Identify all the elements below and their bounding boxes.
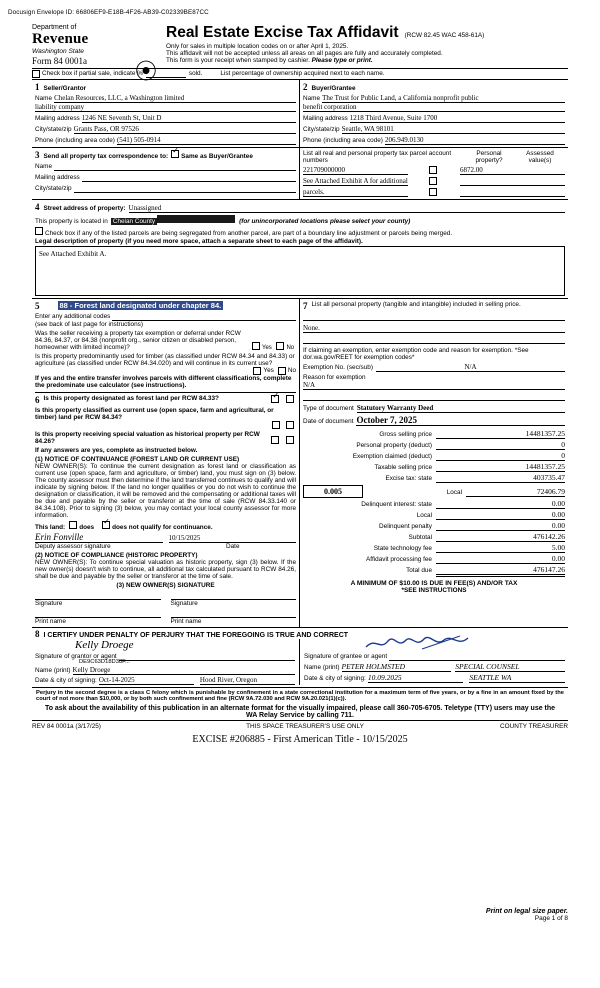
- land-does-qualify-checkbox[interactable]: [69, 521, 77, 529]
- grantor-date-label: Date & city of signing:: [35, 677, 97, 684]
- legal-description-box[interactable]: [35, 246, 565, 296]
- table-row: [303, 188, 565, 197]
- department-block: [32, 24, 152, 66]
- delinquent-interest-state-label: Delinquent interest: state: [361, 501, 432, 508]
- alternate-format-notice: To ask about the availability of this publication in an alternate format for the visually impaired, please call 360-705-6705. Teletype (TTY) users may use the WA Relay Service by calling 711.: [44, 705, 556, 719]
- header-note-1: Only for sales in multiple location codes on or after April 1, 2025.: [166, 43, 349, 50]
- sec6-q1-yes-checkbox[interactable]: [271, 395, 279, 403]
- buyer-phone-label: Phone (including area code): [303, 137, 383, 144]
- new-owner-printname-1[interactable]: [35, 610, 161, 618]
- new-owner-sig-label-1: Signature: [35, 600, 63, 607]
- sec6-heading-3: (3) NEW OWNER(S) SIGNATURE: [116, 582, 215, 589]
- dept-line2: Revenue: [32, 31, 89, 47]
- excise-tax-local-value[interactable]: 72406.79: [466, 487, 565, 497]
- additional-codes-label: Enter any additional codes: [35, 313, 111, 320]
- personal-property-checkbox-2[interactable]: [429, 188, 437, 196]
- personal-property-checkbox-1[interactable]: [429, 177, 437, 185]
- personal-property-line-1[interactable]: [303, 313, 565, 321]
- new-owner-print-label-1: Print name: [35, 618, 66, 625]
- personal-property-deduct-label: Personal property (deduct): [356, 442, 432, 449]
- title-rcw-ref: (RCW 82.45 WAC 458-61A): [404, 32, 485, 39]
- dept-line1: Department of: [32, 24, 77, 31]
- sec5-q2-yes-checkbox[interactable]: [253, 367, 261, 375]
- exemption-code-label: Exemption No. (sec/sub): [303, 364, 373, 371]
- correspondence-section-number: 3: [35, 150, 40, 160]
- sec5-6-column: [32, 299, 300, 627]
- segregation-label: Check box if any of the listed parcels are being segregated from another parcel, are part of a boundary line adjustment or parcels being merged.: [45, 230, 453, 237]
- buyer-mailing-label: Mailing address: [303, 115, 348, 122]
- seller-section: [32, 80, 300, 147]
- grantor-date-value[interactable]: Oct-14-2025: [99, 676, 194, 685]
- document-type-label: Type of document: [303, 405, 354, 412]
- grantee-name-value[interactable]: PETER HOLMSTED: [342, 662, 452, 672]
- grantee-date-value[interactable]: 10.09.2025: [368, 673, 464, 683]
- dept-line3: Washington State: [32, 48, 84, 55]
- new-owner-sig-label-2: Signature: [170, 600, 198, 607]
- seller-section-number: 1: [35, 82, 40, 92]
- header-note-3: This form is your receipt when stamped by cashier.: [166, 57, 312, 64]
- same-as-buyer-checkbox[interactable]: [171, 150, 179, 158]
- document-date-label: Date of document: [303, 418, 354, 425]
- affidavit-processing-fee-label: Affidavit processing fee: [366, 556, 432, 563]
- delinquent-interest-local-label: Local: [416, 512, 432, 519]
- exemption-code-value[interactable]: N/A: [376, 363, 565, 372]
- street-address-section: [32, 200, 568, 299]
- sec6-q3-yes-checkbox[interactable]: [271, 436, 279, 444]
- personal-property-checkbox-0[interactable]: [429, 166, 437, 174]
- grantor-signature-image[interactable]: Kelly Droege: [75, 639, 134, 651]
- new-owner-signature-1[interactable]: [35, 592, 161, 600]
- seller-phone-label: Phone (including area code): [35, 137, 115, 144]
- treasurer-space-label: THIS SPACE TREASURER'S USE ONLY: [246, 723, 364, 730]
- exemption-instruction: If claiming an exemption, enter exemption code and reason for exemption. *See dor.wa.gov/REET for exemption codes*: [303, 347, 529, 361]
- sec6-q2-yes-checkbox[interactable]: [272, 421, 280, 429]
- grantor-signature-stamp: DE9C63D18D38F...: [79, 659, 130, 665]
- sec7-column: [300, 299, 568, 627]
- excise-stamp-line: EXCISE #206885 - First American Title - 10/15/2025: [192, 734, 408, 745]
- buyer-citystatezip-value[interactable]: Seattle, WA 98101: [342, 125, 565, 134]
- sec5-q1-no-checkbox[interactable]: [276, 342, 284, 350]
- sec6-q3-no-checkbox[interactable]: [286, 436, 294, 444]
- seller-mailing-label: Mailing address: [35, 115, 80, 122]
- correspondence-citystatezip-input[interactable]: [74, 185, 296, 193]
- sec6-paragraph-1: NEW OWNER(S): To continue the current designation as forest land or classification as current use (open space, farm and agriculture, or timber) land, you must sign on (3) below. The county assessor must then determine if the land transferred continues to qualify and will indicate by signing below. If the land no longer qualifies or you do not wish to continue the designation or classification, it will be removed and the compensating or additional taxes will be due and payable by the seller or transferor at the time of sale (RCW 84.33.140 or 84.34.108). Prior to signing (3) below, you may contact your local county assessor for more information.: [35, 463, 296, 519]
- grantor-signature-label: Signature of grantor or agent: [35, 653, 117, 660]
- parcel-table-section: [300, 148, 568, 199]
- buyer-citystatezip-label: City/state/zip: [303, 126, 340, 133]
- sec5-q1-yes-label: Yes: [262, 345, 272, 351]
- document-type-value[interactable]: Statutory Warranty Deed: [357, 404, 565, 413]
- grantee-name-label: Name (print): [304, 664, 340, 671]
- correspondence-section: [32, 148, 300, 199]
- buyer-name-value-2[interactable]: benefit corporation: [303, 103, 565, 112]
- deputy-date-label: Date: [226, 543, 240, 550]
- gross-selling-price-value[interactable]: 14481357.25: [436, 429, 565, 439]
- grantee-city-value[interactable]: SEATTLE WA: [469, 673, 565, 683]
- minimum-due-note: A MINIMUM OF $10.00 IS DUE IN FEE(S) AND/OR TAX: [350, 580, 518, 587]
- deputy-assessor-signature[interactable]: Erin Fonville: [35, 532, 163, 543]
- seller-phone-value[interactable]: (541) 505-0914: [117, 136, 296, 145]
- see-back-note: (see back of last page for instructions): [35, 321, 143, 328]
- revision-number: REV 84 0001a (3/17/25): [32, 723, 101, 730]
- land-does-not-label: does not qualify for continuance.: [112, 524, 213, 531]
- buyer-section: [300, 80, 568, 147]
- sec5-q1-no-label: No: [286, 345, 295, 351]
- taxable-selling-price-value[interactable]: 14481357.25: [436, 462, 565, 472]
- land-use-code-value[interactable]: 88 - Forest land designated under chapter 84.: [59, 301, 222, 310]
- subtotal-label: Subtotal: [408, 534, 432, 541]
- correspondence-mailing-label: Mailing address: [35, 174, 80, 181]
- sec6-question-1: Is this property designated as forest land per RCW 84.33?: [43, 395, 219, 402]
- parcel-number-2[interactable]: parcels.: [303, 188, 408, 197]
- sec6-q1-no-checkbox[interactable]: [286, 395, 294, 403]
- header-right: [152, 24, 568, 64]
- delinquent-penalty-value[interactable]: 0.00: [436, 521, 565, 531]
- perjury-notice: Perjury in the second degree is a class C felony which is punishable by confinement in a state correctional institution for a maximum term of five years, or by a fine in an amount fixed by the court of not more than $10,000, or by both such confinement and fine (RCW 9A.72.030 and RCW 9A.20.021(1)(c)).: [36, 690, 564, 702]
- exemption-reason-line-2[interactable]: [303, 393, 565, 401]
- grantee-signature-icon: [364, 635, 484, 651]
- seller-heading: Seller/Grantor: [43, 85, 87, 92]
- delinquent-interest-local-value[interactable]: 0.00: [436, 510, 565, 520]
- header-note-2: This affidavit will not be accepted unless all areas on all pages are fully and accurately completed.: [166, 50, 443, 57]
- sec5-predominate-note: If yes and the entire transfer involves parcels with different classifications, complete the predominate use calculator (see instructions).: [35, 375, 292, 389]
- page-title: Real Estate Excise Tax Affidavit: [166, 24, 399, 41]
- located-in-label: This property is located in: [35, 218, 108, 225]
- sec8-number: 8: [35, 629, 40, 639]
- seller-name-value-2[interactable]: liability company: [35, 103, 296, 112]
- revenue-logo-icon: ⦿: [135, 59, 158, 84]
- form-number: Form 84 0001a: [32, 56, 87, 66]
- partial-sale-label: Check box if partial sale, indicate %: [42, 70, 143, 77]
- taxable-selling-price-label: Taxable selling price: [374, 464, 432, 471]
- seller-name-label: Name: [35, 95, 53, 102]
- seller-mailing-value[interactable]: 1246 NE Seventh St, Unit D: [82, 114, 296, 123]
- buyer-name-label: Name: [303, 95, 321, 102]
- ownership-note: List percentage of ownership acquired next to each name.: [220, 70, 385, 77]
- sec8-heading: I CERTIFY UNDER PENALTY OF PERJURY THAT THE FOREGOING IS TRUE AND CORRECT: [43, 632, 349, 639]
- grantee-title-value[interactable]: SPECIAL COUNSEL: [455, 662, 565, 672]
- reet-affidavit-form: [32, 24, 568, 904]
- sec6-number: 6: [35, 395, 40, 405]
- new-owner-signature-2[interactable]: [171, 592, 297, 600]
- delinquent-penalty-label: Delinquent penalty: [379, 523, 432, 530]
- buyer-phone-value[interactable]: 206.949.0130: [385, 136, 565, 145]
- state-technology-fee-value[interactable]: 5.00: [436, 543, 565, 553]
- sec6-question-3: Is this property receiving special valuation as historical property per RCW 84.26?: [35, 431, 260, 445]
- personal-property-header: Personal property?: [475, 150, 503, 164]
- exemption-claimed-label: Exemption claimed (deduct): [352, 453, 432, 460]
- sec5-number: 5: [35, 301, 40, 311]
- county-redaction-bar: [157, 215, 235, 223]
- buyer-name-value[interactable]: The Trust for Public Land, a California nonprofit public: [322, 94, 565, 103]
- personal-property-value[interactable]: None.: [303, 324, 565, 333]
- legal-description-value: See Attached Exhibit A.: [39, 250, 107, 258]
- deputy-assessor-date[interactable]: 10/15/2025: [169, 534, 297, 543]
- personal-property-line-3[interactable]: [303, 336, 565, 344]
- header-note-3-italic: Please type or print.: [311, 57, 373, 64]
- land-does-label: does: [79, 524, 95, 531]
- buyer-mailing-value[interactable]: 1218 Third Avenue, Suite 1700: [350, 114, 565, 123]
- subtotal-value[interactable]: 476142.26: [436, 532, 565, 542]
- grantor-signature-block: [35, 639, 300, 685]
- excise-tax-local-label: Local: [446, 489, 462, 496]
- same-as-buyer-label: Same as Buyer/Grantee: [181, 153, 253, 160]
- parcel-table-header: List all real and personal property tax parcel account numbers: [303, 150, 452, 164]
- excise-tax-state-label: Excise tax: state: [385, 475, 432, 482]
- total-due-label: Total due: [406, 567, 432, 574]
- seller-citystatezip-label: City/state/zip: [35, 126, 72, 133]
- assessed-value-2[interactable]: [460, 188, 565, 197]
- partial-sale-checkbox[interactable]: [32, 70, 40, 78]
- partial-sale-tail: sold.: [188, 70, 203, 77]
- deputy-assessor-label: Deputy assessor signature: [35, 543, 111, 550]
- additional-codes-input[interactable]: [112, 313, 296, 321]
- personal-property-deduct-value[interactable]: 0: [436, 440, 565, 450]
- sec7-heading: List all personal property (tangible and intangible) included in selling price.: [311, 301, 521, 308]
- gross-selling-price-label: Gross selling price: [379, 431, 432, 438]
- table-row: [303, 177, 565, 186]
- sec5-q1-yes-checkbox[interactable]: [252, 342, 260, 350]
- page-number: Page 1 of 8: [534, 915, 568, 922]
- sec5-q2-yes-label: Yes: [263, 367, 274, 374]
- table-row: [303, 166, 565, 175]
- sec6-question-2: Is this property classified as current use (open space, farm and agricultural, or timber) land per RCW 84.34?: [35, 407, 274, 421]
- sec7-number: 7: [303, 301, 308, 311]
- grantee-date-label: Date & city of signing:: [304, 675, 366, 682]
- exemption-reason-label: Reason for exemption: [303, 374, 366, 381]
- seller-name-value[interactable]: Chelan Resources, LLC, a Washington limited: [54, 94, 296, 103]
- correspondence-name-input[interactable]: [54, 163, 296, 171]
- buyer-section-number: 2: [303, 82, 308, 92]
- grantee-signature-label: Signature of grantee or agent: [304, 653, 388, 660]
- sec6-heading-1: (1) NOTICE OF CONTINUANCE (FOREST LAND OR CURRENT USE): [35, 456, 240, 463]
- street-heading: Street address of property:: [43, 205, 126, 212]
- excise-tax-state-value[interactable]: 403735.47: [436, 473, 565, 483]
- sec6-heading-2: (2) NOTICE OF COMPLIANCE (HISTORIC PROPERTY): [35, 552, 198, 559]
- county-treasurer-label: COUNTY TREASURER: [500, 723, 568, 730]
- local-rate-value[interactable]: 0.005: [303, 485, 363, 498]
- grantor-name-label: Name (print): [35, 667, 71, 674]
- correspondence-heading: Send all property tax correspondence to:: [43, 153, 169, 160]
- this-land-label: This land:: [35, 524, 66, 531]
- exemption-reason-value[interactable]: N/A: [303, 381, 565, 390]
- street-section-number: 4: [35, 202, 40, 212]
- legal-size-note: Print on legal size paper.: [485, 908, 568, 915]
- delinquent-interest-state-value[interactable]: 0.00: [436, 499, 565, 509]
- assessed-value-1[interactable]: [460, 177, 565, 186]
- docusign-envelope-id: Docusign Envelope ID: 66806EF9-E18B-4F26-AB39-C02339BE87CC: [8, 9, 209, 16]
- sec6-instruction: If any answers are yes, complete as instructed below.: [35, 447, 198, 454]
- new-owner-printname-2[interactable]: [171, 610, 297, 618]
- seller-citystatezip-value[interactable]: Grants Pass, OR 97526: [74, 125, 296, 134]
- assessed-value-header: Assessed value(s): [526, 150, 554, 164]
- grantor-name-value[interactable]: Kelly Droege: [73, 666, 295, 675]
- affidavit-processing-fee-value[interactable]: 0.00: [436, 554, 565, 564]
- new-owner-print-label-2: Print name: [170, 618, 202, 625]
- unincorporated-note: (for unincorporated locations please select your county): [239, 218, 411, 225]
- sec5-q2-no-checkbox[interactable]: [278, 367, 286, 375]
- sec5-question-1: Was the seller receiving a property tax exemption or deferral under RCW 84.36, 84.37, or 84.38 (nonprofit org., senior citizen or disabled person, homeowner with limited income)?: [35, 330, 241, 351]
- assessed-value-0[interactable]: 6872.00: [460, 166, 565, 175]
- grantee-signature-block: [300, 639, 565, 685]
- parcel-number-0[interactable]: 221709000000: [303, 166, 408, 175]
- page-footer: [32, 908, 568, 922]
- correspondence-citystatezip-label: City/state/zip: [35, 185, 72, 192]
- legal-description-label: Legal description of property (if you need more space, attach a separate sheet to each page of the affidavit).: [35, 238, 363, 245]
- sec5-question-2: Is this property predominantly used for timber (as classified under RCW 84.34 and 84.33) or agriculture (as classified under RCW 84.34.020) and will continue in its current use?: [35, 353, 295, 367]
- total-due-value[interactable]: 476147.26: [436, 565, 565, 577]
- correspondence-mailing-input[interactable]: [82, 174, 296, 182]
- grantor-city-value[interactable]: Hood River, Oregon: [200, 676, 295, 685]
- exemption-claimed-value[interactable]: 0: [436, 451, 565, 461]
- certification-section: [32, 628, 568, 688]
- grantee-signature-image[interactable]: [304, 639, 565, 653]
- sec6-q2-no-checkbox[interactable]: [286, 421, 294, 429]
- see-instructions-note: *SEE INSTRUCTIONS: [401, 587, 467, 594]
- correspondence-name-label: Name: [35, 163, 53, 170]
- sec5-q2-no-label: No: [287, 367, 296, 374]
- street-address-value[interactable]: Unassigned: [129, 204, 565, 213]
- document-date-value[interactable]: October 7, 2025: [356, 415, 565, 426]
- state-technology-fee-label: State technology fee: [373, 545, 432, 552]
- land-does-not-qualify-checkbox[interactable]: [102, 521, 110, 529]
- county-value[interactable]: Chelan County: [112, 218, 156, 225]
- parcel-number-1[interactable]: See Attached Exhibit A for additional: [303, 177, 408, 185]
- buyer-heading: Buyer/Grantee: [311, 85, 356, 92]
- segregation-checkbox[interactable]: [35, 227, 43, 235]
- sec6-paragraph-2: NEW OWNER(S): To continue special valuation as historic property, sign (3) below. If the new owner(s) doesn't wish to continue, all additional tax calculated pursuant to RCW 84.26, shall be due and payable by the seller or transferor at the time of sale.: [35, 559, 296, 580]
